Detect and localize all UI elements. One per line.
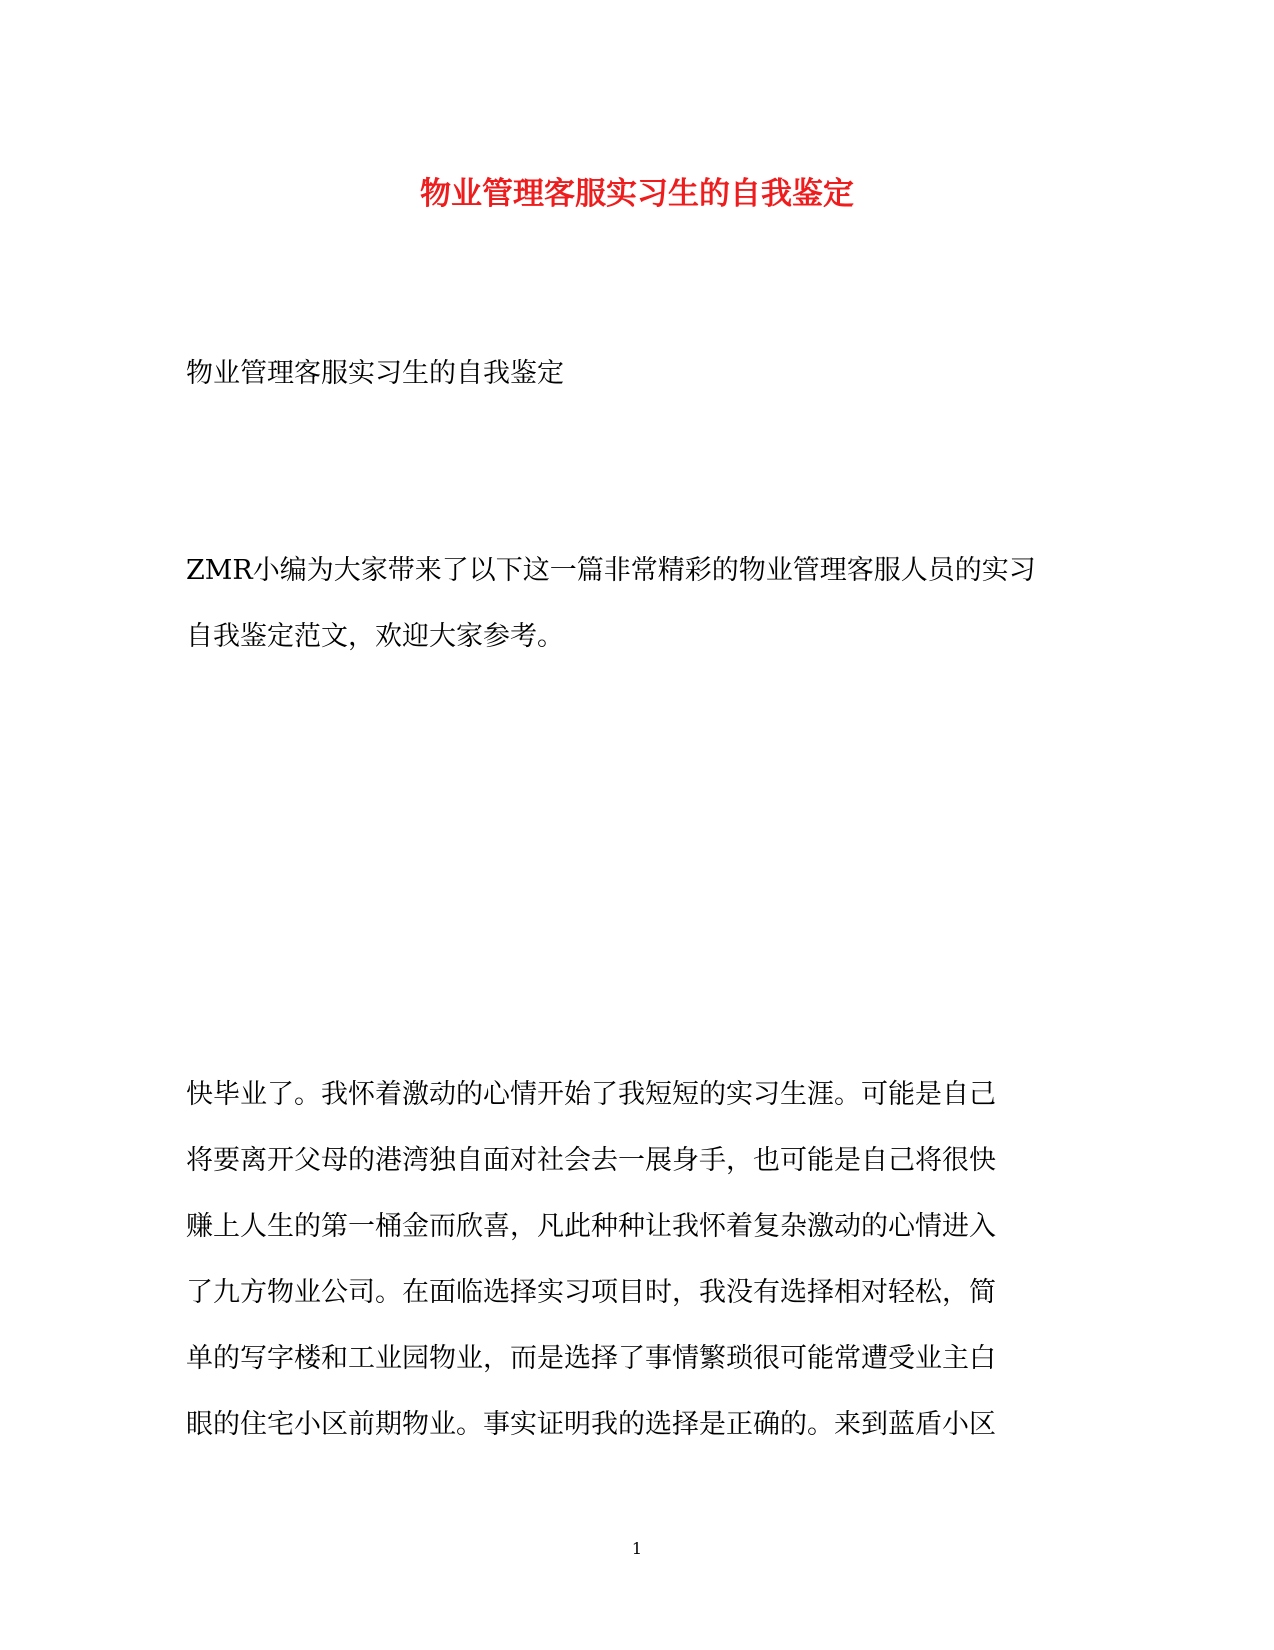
- intro-line: ZMR小编为大家带来了以下这一篇非常精彩的物业管理客服人员的实习: [186, 555, 1036, 586]
- subtitle-text: 物业管理客服实习生的自我鉴定: [186, 358, 564, 389]
- body-line: 眼的住宅小区前期物业。事实证明我的选择是正确的。来到蓝盾小区: [186, 1409, 996, 1440]
- document-title: 物业管理客服实习生的自我鉴定: [420, 176, 854, 212]
- body-line: 单的写字楼和工业园物业，而是选择了事情繁琐很可能常遭受业主白: [186, 1343, 996, 1374]
- intro-line: 自我鉴定范文，欢迎大家参考。: [186, 621, 564, 652]
- body-line: 了九方物业公司。在面临选择实习项目时，我没有选择相对轻松，简: [186, 1277, 996, 1308]
- body-line: 将要离开父母的港湾独自面对社会去一展身手，也可能是自己将很快: [186, 1145, 996, 1176]
- body-line: 赚上人生的第一桶金而欣喜，凡此种种让我怀着复杂激动的心情进入: [186, 1211, 996, 1242]
- page-number: 1: [631, 1539, 643, 1558]
- body-line: 快毕业了。我怀着激动的心情开始了我短短的实习生涯。可能是自己: [186, 1079, 996, 1110]
- body-paragraph: [186, 1062, 1086, 1458]
- intro-paragraph: [186, 538, 1086, 670]
- document-subtitle: [186, 341, 1086, 407]
